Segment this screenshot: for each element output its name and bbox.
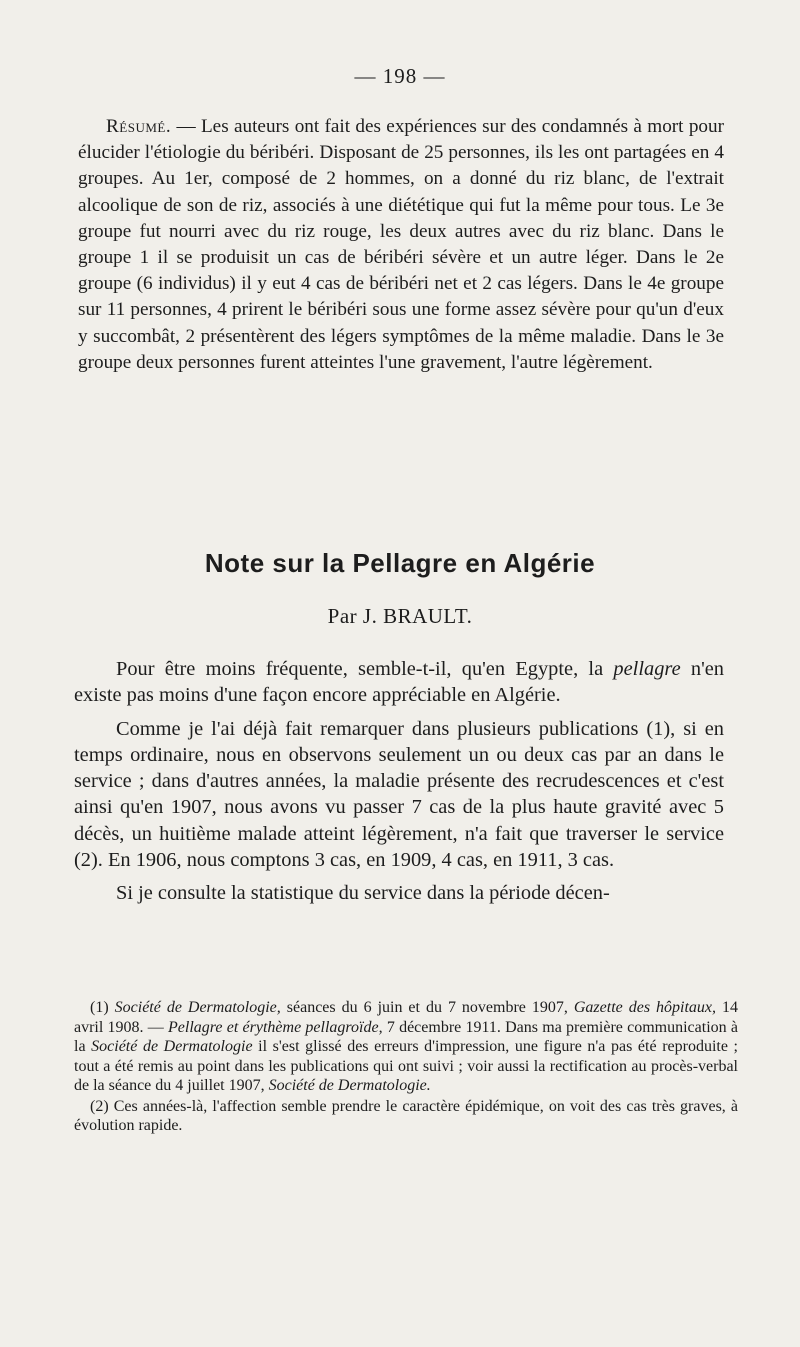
page-number: — 198 — xyxy=(354,64,446,88)
summary-text: — Les auteurs ont fait des expériences sur des condamnés à mort pour élucider l'étiologie du béribéri. Disposant de 25 personnes, ils les ont partagées en 4 groupes. Au 1er, composé de 2 hommes, on a donné du riz blanc, de l'extrait alcoolique de son de riz, associés à une diététique qui fut la même pour tous. Le 3e groupe fut nourri avec du riz rouge, les deux autres avec du riz blanc. Dans le groupe 1 il se produisit un cas de béribéri sévère et un autre léger. Dans le 2e groupe (6 individus) il y eut 4 cas de béribéri net et 2 cas légers. Dans le 4e groupe sur 11 personnes, 4 prirent le béribéri sous une forme assez sévère pour qu'un d'eux y succombât, 2 présentèrent des légers symptômes de la même maladie. Dans le 3e groupe deux personnes furent atteintes l'une gravement, l'autre légèrement. xyxy=(78,116,724,373)
footnote-text: il s'est glissé des erreurs d'impression, une figure n'a pas été reproduite ; tout a été remis au point dans les publications qui ont suivi ; voir aussi la rectification au procès-verbal de la séance du 4 juillet 1907, xyxy=(74,1038,738,1094)
body-paragraph-1 xyxy=(74,656,724,709)
footnote-text: 7 décembre 1911. Dans ma première communication à la xyxy=(74,1018,738,1055)
footnote-text: séances du 6 juin et du 7 novembre 1907, xyxy=(280,999,574,1016)
article-body xyxy=(74,656,724,914)
body-paragraph-2: Comme je l'ai déjà fait remarquer dans plusieurs publications (1), si en temps ordinaire, nous en observons seulement un ou deux cas par an dans le service ; dans d'autres années, la maladie présente des recrudescences et c'est ainsi qu'en 1907, nous avons vu passer 7 cas de la plus haute gravité avec 5 décès, un huitième malade atteint légèrement, n'a fait que traverser le service (2). En 1906, nous comptons 3 cas, en 1909, 4 cas, en 1911, 3 cas. xyxy=(74,717,724,872)
footnote-text: 14 avril 1908. — xyxy=(74,999,738,1036)
footnote-emphasis: Société de Dermatologie. xyxy=(268,1077,431,1094)
footnote-emphasis: Gazette des hôpitaux, xyxy=(573,999,717,1016)
footnote-emphasis: Société de Dermatologie, xyxy=(114,999,281,1016)
body-text-span: n'en existe pas moins d'une façon encore appréciable en Algérie. xyxy=(74,658,725,707)
footnote-2: (2) Ces années-là, l'affection semble prendre le caractère épidémique, on voit des cas très graves, à évolution rapide. xyxy=(74,1097,738,1134)
footnotes xyxy=(74,998,738,1137)
body-paragraph-3: Si je consulte la statistique du service dans la période décen- xyxy=(116,882,610,905)
footnote-1 xyxy=(74,998,738,1096)
summary-label: Résumé. xyxy=(106,116,172,137)
footnote-emphasis: Société de Dermatologie xyxy=(91,1038,253,1055)
article-title: Note sur la Pellagre en Algérie xyxy=(204,548,596,578)
article-byline: Par J. BRAULT. xyxy=(327,604,473,628)
summary-paragraph xyxy=(78,114,724,376)
footnote-emphasis: Pellagre et érythème pellagroïde, xyxy=(168,1018,383,1036)
body-text-span: Pour être moins fréquente, semble-t-il, qu'en Egypte, la xyxy=(116,658,614,680)
body-emphasis: pellagre xyxy=(613,658,681,680)
footnote-number: (1) xyxy=(90,999,115,1016)
